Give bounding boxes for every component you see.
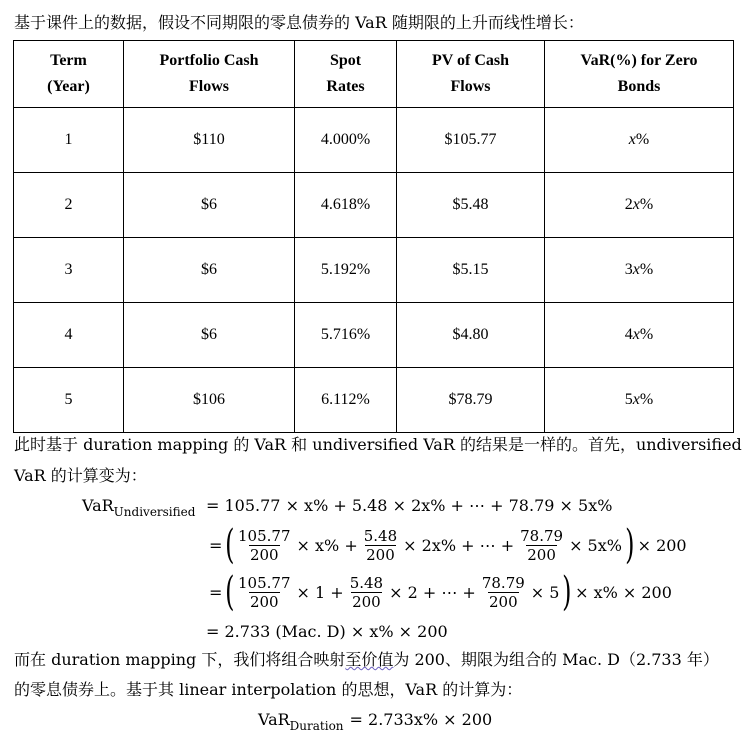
table-header-row xyxy=(14,41,734,108)
cell-cash: $6 xyxy=(124,173,295,238)
cell-term: 2 xyxy=(14,173,124,238)
table-row xyxy=(14,303,734,368)
cell-rate: 4.000% xyxy=(295,108,397,173)
paragraph-1-line-2: VaR 的计算变为： xyxy=(14,466,147,485)
cell-var: 5x% xyxy=(545,368,734,433)
cell-rate: 5.192% xyxy=(295,238,397,303)
cell-rate: 4.618% xyxy=(295,173,397,238)
cell-rate: 6.112% xyxy=(295,368,397,433)
paragraph-2-line-1: 而在 duration mapping 下，我们将组合映射至价值为 200、期限为组合的 Mac. D（2.733 年） xyxy=(14,650,719,669)
cell-pv: $105.77 xyxy=(397,108,545,173)
cell-pv: $78.79 xyxy=(397,368,545,433)
header-pv: PV of Cash Flows xyxy=(397,41,545,108)
table-row xyxy=(14,368,734,433)
cell-cash: $6 xyxy=(124,238,295,303)
var-table xyxy=(13,40,734,433)
equation-line-4: = 2.733 (Mac. D) × x% × 200 xyxy=(206,622,448,641)
cell-term: 5 xyxy=(14,368,124,433)
intro-text: 基于课件上的数据，假设不同期限的零息债券的 VaR 随期限的上升而线性增长： xyxy=(14,13,584,32)
header-var: VaR(%) for Zero Bonds xyxy=(545,41,734,108)
cell-term: 4 xyxy=(14,303,124,368)
header-spot-rates: Spot Rates xyxy=(295,41,397,108)
paragraph-2-line-2: 的零息债券上。基于其 linear interpolation 的思想，VaR 的计算为： xyxy=(14,680,523,699)
cell-pv: $5.15 xyxy=(397,238,545,303)
table-row xyxy=(14,173,734,238)
cell-var: x% xyxy=(545,108,734,173)
cell-term: 3 xyxy=(14,238,124,303)
table-row xyxy=(14,108,734,173)
cell-rate: 5.716% xyxy=(295,303,397,368)
cell-var: 3x% xyxy=(545,238,734,303)
paragraph-1-line-1: 此时基于 duration mapping 的 VaR 和 undiversified VaR 的结果是一样的。首先，undiversified xyxy=(14,435,742,454)
equation-line-1: = 105.77 × x% + 5.48 × 2x% + ⋯ + 78.79 × 5x% xyxy=(206,496,613,515)
header-term: Term (Year) xyxy=(14,41,124,108)
equation-duration: VaR Duration = 2.733x% × 200 xyxy=(258,710,493,733)
cell-pv: $4.80 xyxy=(397,303,545,368)
cell-cash: $110 xyxy=(124,108,295,173)
table-row xyxy=(14,238,734,303)
cell-var: 2x% xyxy=(545,173,734,238)
equation-line-3: = ( $\frac{105.77}{200}$ × 1 + $\frac{5.48}{200}$ × 2 + ⋯ + $\frac{78.79}{200}$ × 5 ) × x% × 200 xyxy=(209,569,672,615)
cell-cash: $6 xyxy=(124,303,295,368)
equation-line-2: = ( $\frac{105.77}{200}$ × x% + $\frac{5.48}{200}$ × 2x% + ⋯ + $\frac{78.79}{200}$ × 5x% ) × 200 xyxy=(209,522,687,568)
header-cash-flows: Portfolio Cash Flows xyxy=(124,41,295,108)
cell-pv: $5.48 xyxy=(397,173,545,238)
cell-var: 4x% xyxy=(545,303,734,368)
equation-undiversified-lhs: VaR Undiversified xyxy=(82,496,196,519)
cell-term: 1 xyxy=(14,108,124,173)
cell-cash: $106 xyxy=(124,368,295,433)
